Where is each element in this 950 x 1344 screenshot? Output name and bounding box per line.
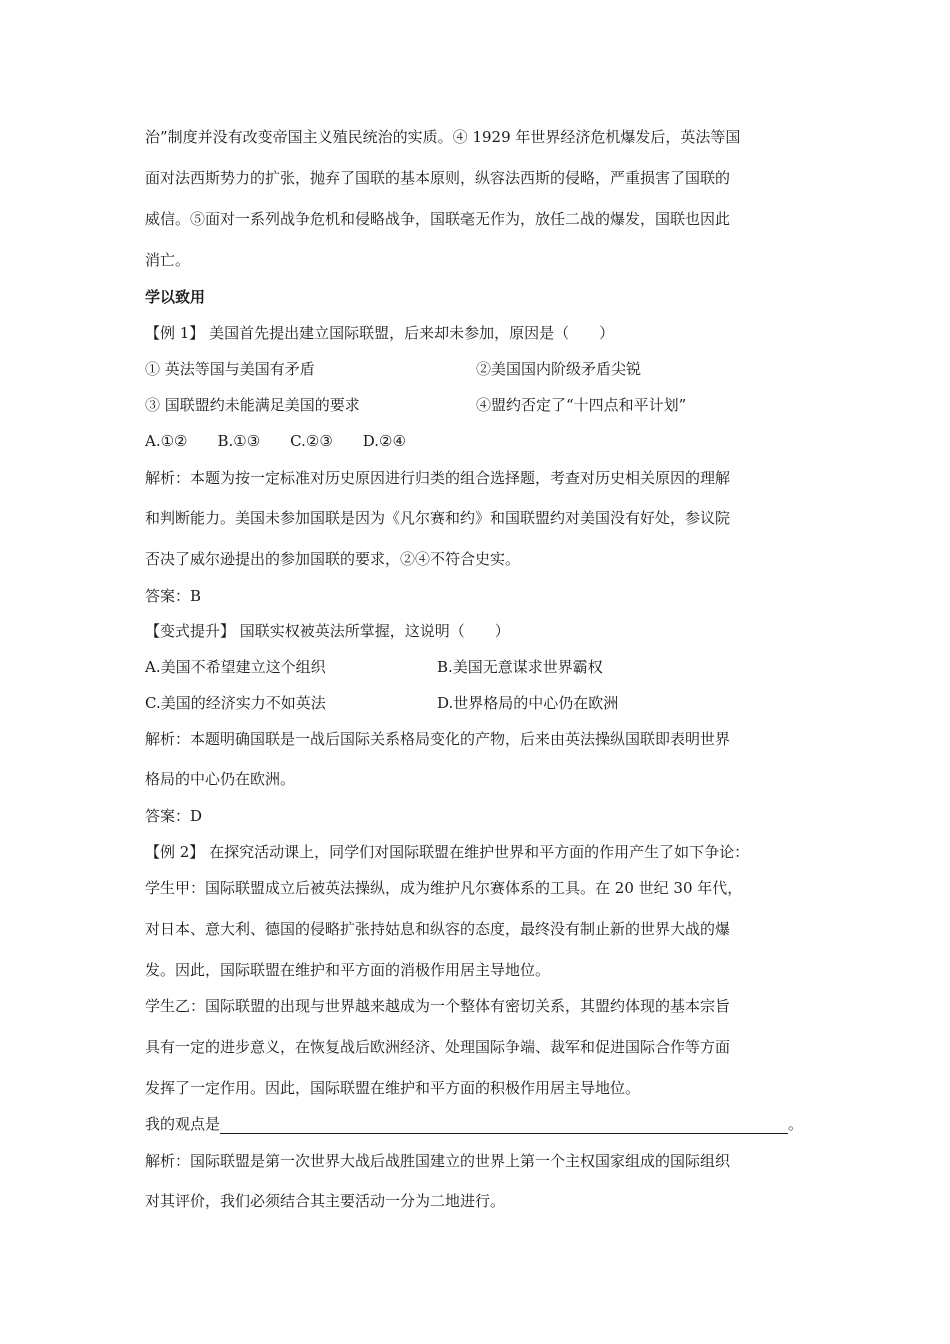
example2-analysis-1: 解析：国际联盟是第一次世界大战后战胜国建立的世界上第一个主权国家组成的国际组织 [145,1152,731,1170]
intro-line-1: 治”制度并没有改变帝国主义殖民统治的实质。④ 1929 年世界经济危机爆发后，英法等国 [145,128,741,146]
student-b-line-3: 发挥了一定作用。因此，国际联盟在维护和平方面的积极作用居主导地位。 [145,1079,641,1097]
variant-option-c: C.美国的经济实力不如英法 [145,694,326,712]
example1-option-3: ③ 国联盟约未能满足美国的要求 [145,396,360,414]
example1-option-2: ②美国国内阶级矛盾尖锐 [476,360,642,378]
student-b-line-1: 学生乙：国际联盟的出现与世界越来越成为一个整体有密切关系，其盟约体现的基本宗旨 [145,997,731,1015]
intro-line-3: 威信。⑤面对一系列战争危机和侵略战争，国联毫无作为，放任二战的爆发，国联也因此 [145,210,731,228]
example2-analysis-2: 对其评价，我们必须结合其主要活动一分为二地进行。 [145,1192,506,1210]
section-title: 学以致用 [145,288,206,306]
variant-option-a: A.美国不希望建立这个组织 [145,658,326,676]
variant-analysis-1: 解析：本题明确国联是一战后国际关系格局变化的产物，后来由英法操纵国联即表明世界 [145,730,731,748]
variant-option-d: D.世界格局的中心仍在欧洲 [437,694,619,712]
variant-analysis-2: 格局的中心仍在欧洲。 [145,770,296,788]
intro-line-4: 消亡。 [145,251,191,269]
student-a-line-1: 学生甲：国际联盟成立后被英法操纵，成为维护凡尔赛体系的工具。在 20 世纪 30 年代， [145,879,743,897]
example1-answer: 答案：B [145,587,202,605]
example1-choices: A.①② B.①③ C.②③ D.②④ [145,432,406,450]
intro-line-2: 面对法西斯势力的扩张，抛弃了国联的基本原则，纵容法西斯的侵略，严重损害了国联的 [145,169,731,187]
my-view-end: 。 [788,1115,804,1133]
my-view-line [145,1114,810,1134]
student-a-line-3: 发。因此，国际联盟在维护和平方面的消极作用居主导地位。 [145,961,551,979]
example2-question: 【例 2】 在探究活动课上，同学们对国际联盟在维护世界和平方面的作用产生了如下争论： [145,843,750,861]
variant-answer: 答案：D [145,807,203,825]
example1-analysis-2: 和判断能力。美国未参加国联是因为《凡尔赛和约》和国联盟约对美国没有好处，参议院 [145,509,731,527]
example1-option-1: ① 英法等国与美国有矛盾 [145,360,315,378]
example1-analysis-1: 解析：本题为按一定标准对历史原因进行归类的组合选择题，考查对历史相关原因的理解 [145,469,731,487]
example1-question: 【例 1】 美国首先提出建立国际联盟，后来却未参加，原因是（ ） [145,324,615,342]
student-b-line-2: 具有一定的进步意义，在恢复战后欧洲经济、处理国际争端、裁军和促进国际合作等方面 [145,1038,731,1056]
student-a-line-2: 对日本、意大利、德国的侵略扩张持姑息和纵容的态度，最终没有制止新的世界大战的爆 [145,920,731,938]
my-view-blank[interactable] [220,1117,788,1134]
example1-option-4: ④盟约否定了“十四点和平计划” [476,396,687,414]
variant-question: 【变式提升】 国联实权被英法所掌握，这说明（ ） [145,622,510,640]
example1-analysis-3: 否决了威尔逊提出的参加国联的要求，②④不符合史实。 [145,550,521,568]
my-view-label: 我的观点是 [145,1115,221,1133]
variant-option-b: B.美国无意谋求世界霸权 [437,658,603,676]
document-page [145,0,810,1344]
